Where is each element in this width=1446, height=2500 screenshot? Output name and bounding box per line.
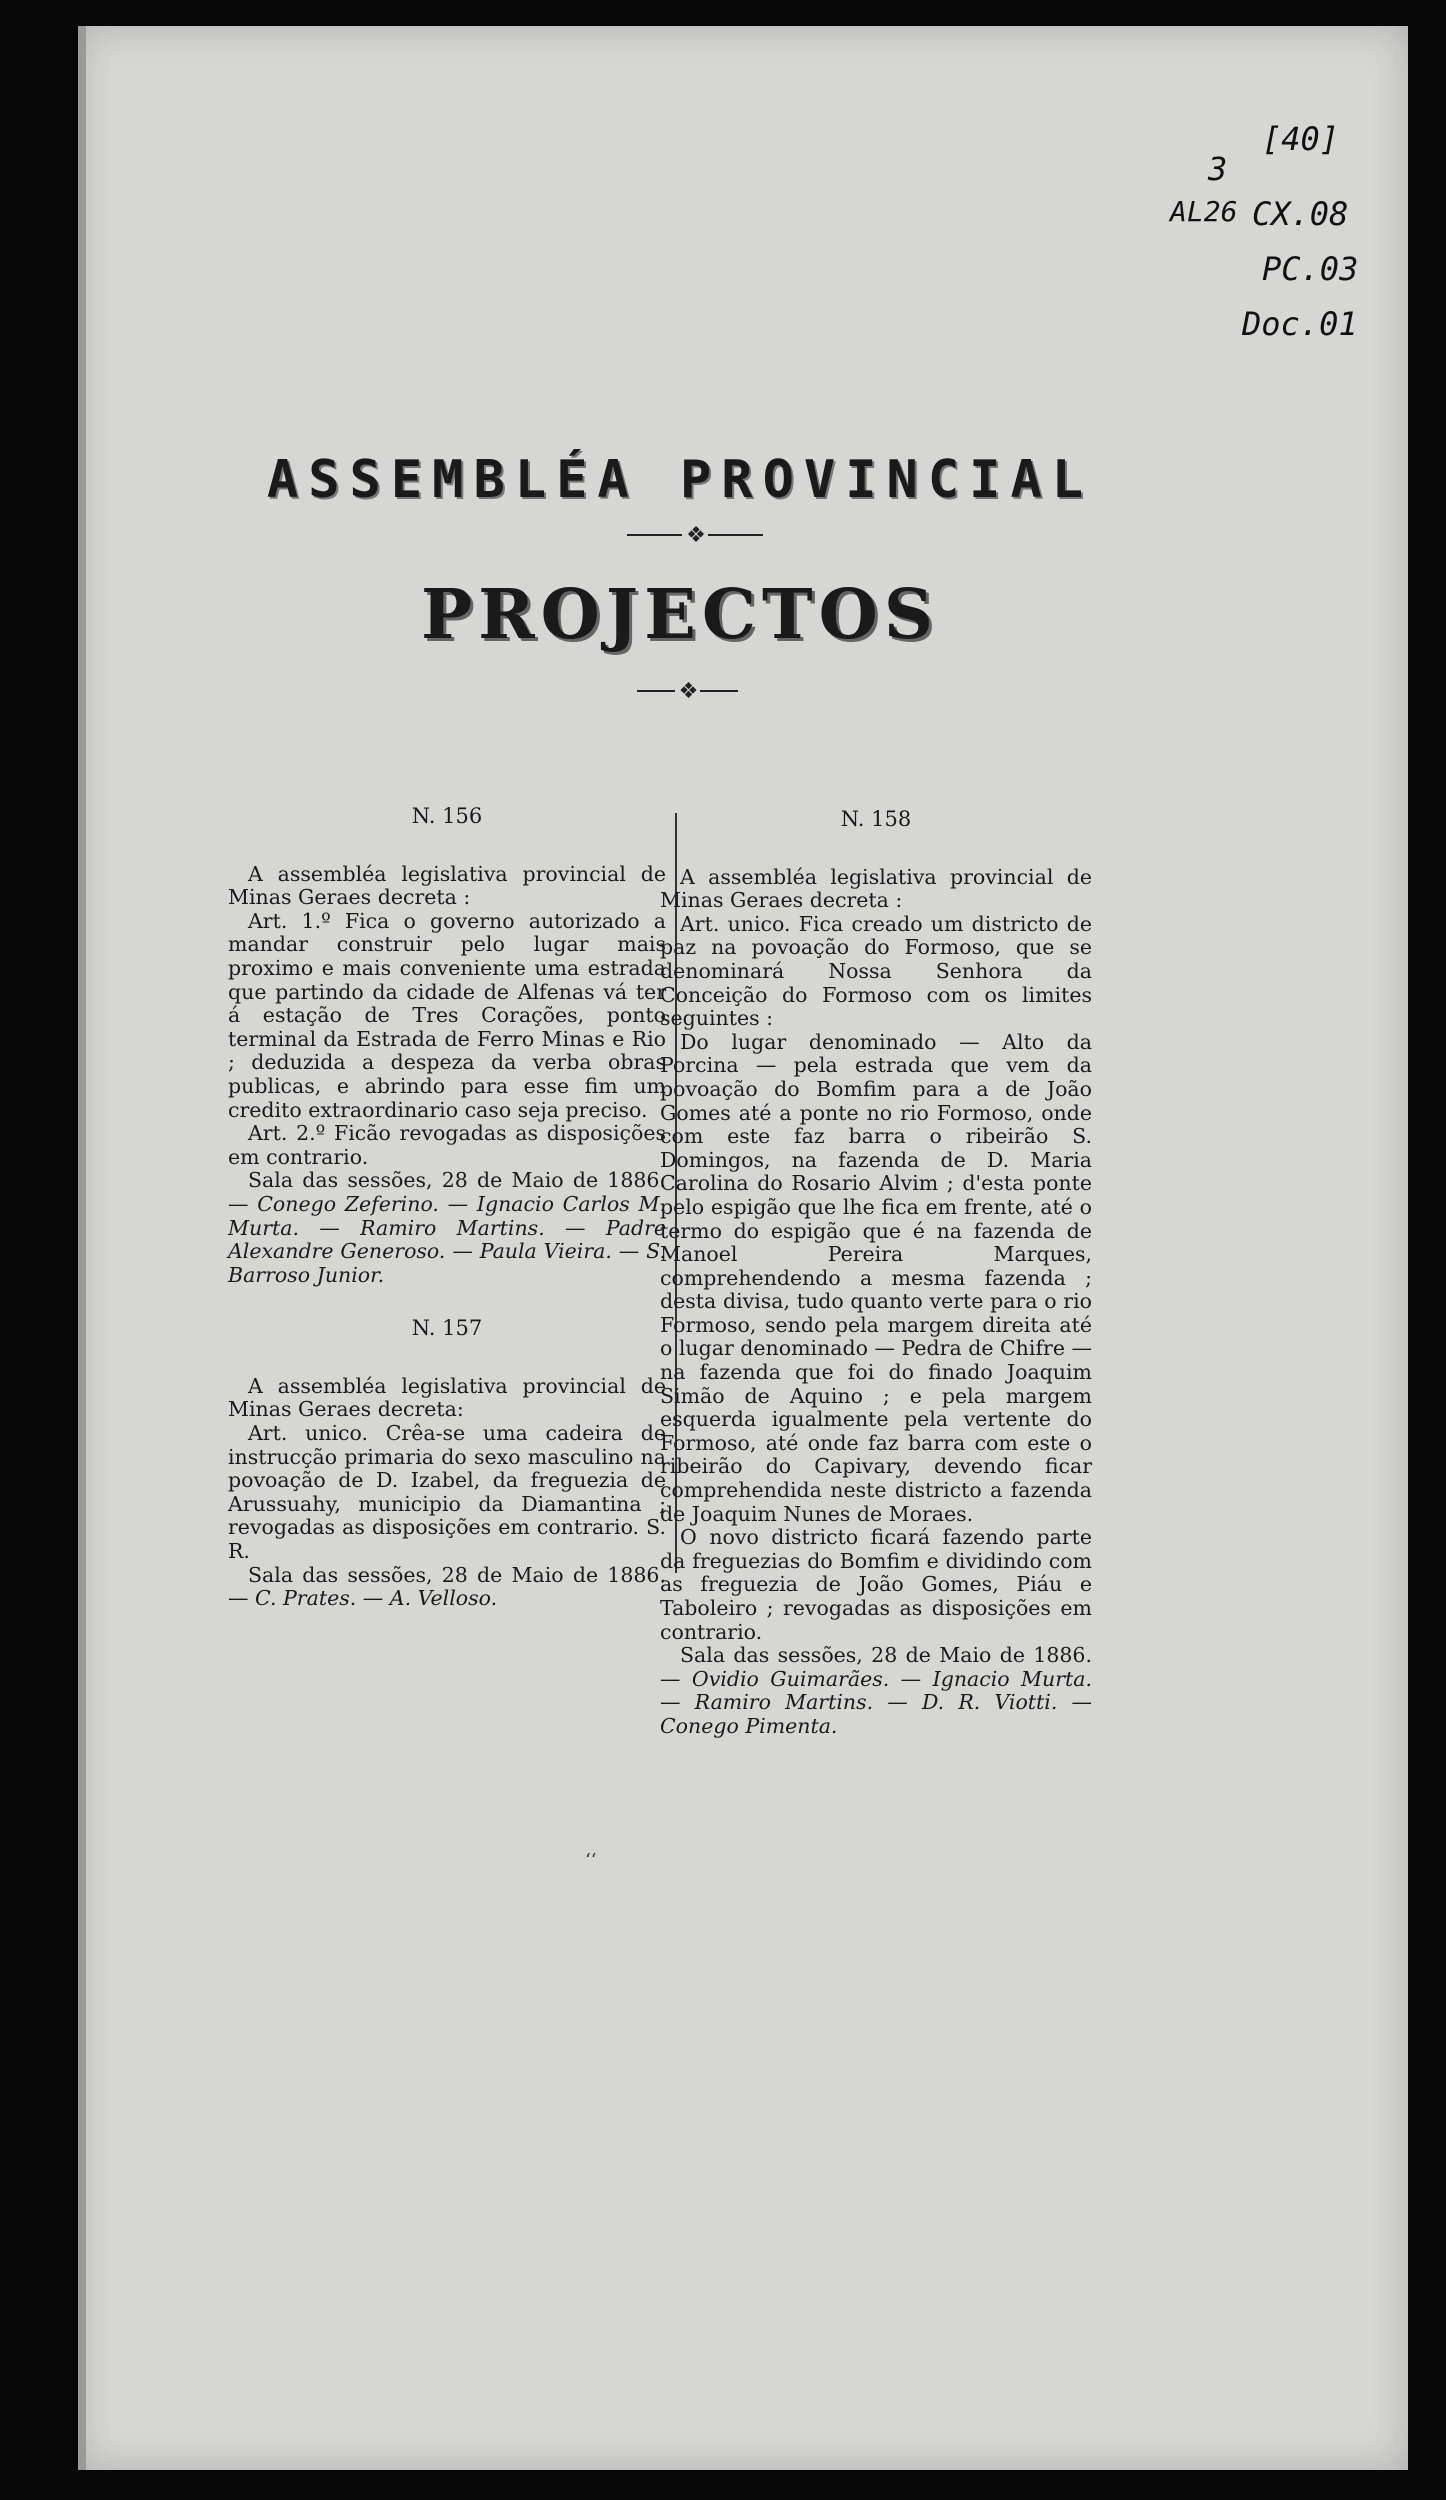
project-158-signature [660,1644,1092,1738]
project-158-signers: Ovidio Guimarães. — Ignacio Murta. — Ramiro Martins. — D. R. Viotti. — Conego Pimenta. [660,1666,1092,1738]
small-print-mark: ‘‘ [585,1850,597,1871]
projects-title: PROJECTOS [421,575,939,655]
project-number-158: N. 158 [840,807,912,831]
archive-mark-doc: Doc.01 [1242,305,1358,343]
archive-mark-code: AL26 [1170,195,1238,228]
archive-mark-box: CX.08 [1252,195,1349,233]
project-157-intro: A assembléa legislativa provincial de Minas Geraes decreta: [228,1373,666,1422]
project-158-limits: Do lugar denominado — Alto da Porcina — pela estrada que vem da povoação do Bomfim para a de João Gomes até a ponte no rio Formoso, onde com este faz barra o ribeirão S. Domingos, na fazenda de D. Maria Carolina do Rosario Alvim ; d'esta ponte pelo espigão que lhe fica em frente, até o termo do espigão que é na fazenda de Manoel Pereira Marques, comprehendendo a mesma fazenda ; desta divisa, tudo quanto verte para o rio Formoso, sendo pela margem direita até o lugar denominado — Pedra de Chifre — na fazenda que foi do finado Joaquim Simão de Aquino ; e pela margem esquerda igualmente pela vertente do Formoso, até onde faz barra com este o ribeirão do Capivary, devendo ficar comprehendida neste districto a fazenda de Joaquim Nunes de Moraes. [660,1029,1092,1526]
project-158-intro: A assembléa legislativa provincial de Minas Geraes decreta : [660,864,1092,913]
page-edge [78,26,86,2470]
assembly-title: ASSEMBLÉA PROVINCIAL [266,450,1094,510]
project-number-157: N. 157 [411,1316,483,1341]
project-158-parish: O novo districto ficará fazendo parte da freguezias do Bomfim e dividindo com as freguezia de João Gomes, Piáu e Taboleiro ; revogadas as disposições em contrario. [660,1525,1092,1644]
right-column-content [660,808,1092,1739]
project-156-art1: Art. 1.º Fica o governo autorizado a mandar construir pelo lugar mais proximo e mais conveniente uma estrada que partindo da cidade de Alfenas vá ter á estação de Tres Corações, ponto terminal da Estrada de Ferro Minas e Rio ; deduzida a despeza da verba obras publicas, e abrindo para esse fim um credito extraordinario caso seja preciso. [228,908,666,1122]
project-156-sala: Sala das sessões, 28 de Maio de 1886. — [228,1168,666,1216]
project-158-art: Art. unico. Fica creado um districto de paz na povoação do Formoso, que se denominará Nossa Senhora da Conceição do Formoso com os limites seguintes : [660,911,1092,1031]
project-157-signature [228,1564,666,1611]
project-157-signers: C. Prates. — A. Velloso. [255,1586,498,1611]
project-156-signers: Conego Zeferino. — Ignacio Carlos M. Murta. — Ramiro Martins. — Padre Alexandre Generoso. — Paula Vieira. — S. Barroso Junior. [228,1191,666,1287]
archive-mark-number: 3 [1208,150,1228,188]
project-157-sala: Sala das sessões, 28 de Maio de 1886. — [228,1562,666,1611]
title-ornament: ❖ [620,522,770,548]
subtitle-ornament: ❖ [630,678,745,704]
archive-mark-pc: PC.03 [1262,250,1359,288]
project-158-sala: Sala das sessões, 28 de Maio de 1886. — [660,1643,1092,1691]
project-157-art: Art. unico. Crêa-se uma cadeira de instrucção primaria do sexo masculino na povoação de D. Izabel, da freguezia de Arussuahy, municipio da Diamantina ; revogadas as disposições em contrario. S. R. [228,1421,666,1564]
archive-mark-bracket: [40] [1262,120,1340,158]
left-column [228,805,666,1611]
project-156-art2: Art. 2.º Ficão revogadas as disposições em contrario. [228,1121,666,1169]
project-number-156: N. 156 [411,804,483,828]
project-156-intro: A assembléa legislativa provincial de Minas Geraes decreta : [228,861,666,910]
project-156-signature [228,1169,666,1287]
